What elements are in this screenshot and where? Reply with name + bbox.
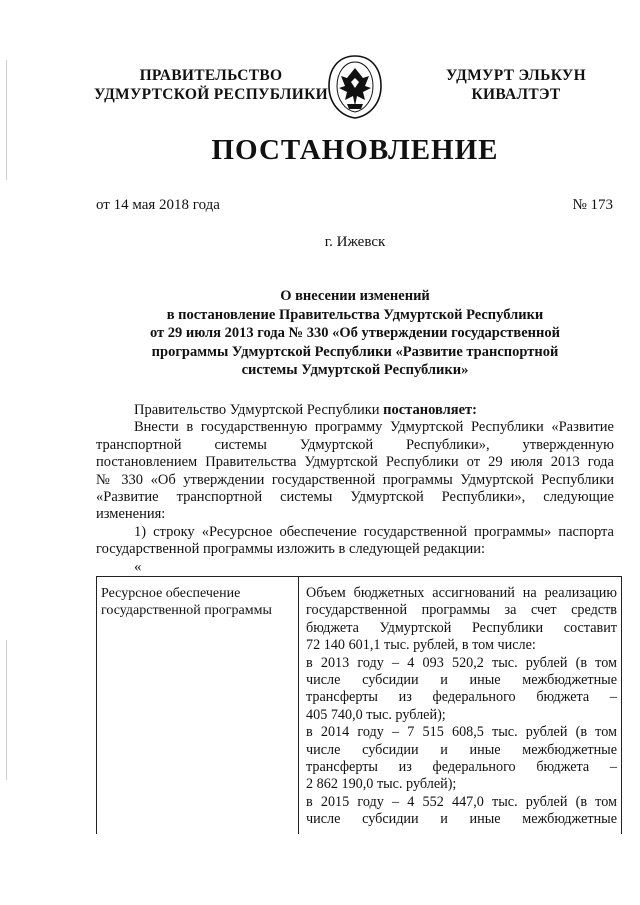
table-label-line: Ресурсное обеспечение: [101, 586, 241, 601]
table-value-line: государственной программы за счет средств: [306, 602, 617, 619]
table-value-line: Объем бюджетных ассигнований на реализацию: [306, 585, 617, 601]
subject-line: от 29 июля 2013 года № 330 «Об утверждении государственной: [150, 325, 560, 341]
header-left-line: ПРАВИТЕЛЬСТВО: [139, 67, 283, 84]
table-value-line: 2 862 190,0 тыс. рублей);: [306, 776, 457, 793]
table-value-line: в 2015 году – 4 552 447,0 тыс. рублей (в том: [306, 793, 617, 810]
paragraph-line: транспортной системы Удмуртской Республики», утвержденную: [96, 436, 614, 453]
paragraph-line: Внести в государственную программу Удмуртской Республики «Развитие: [134, 419, 614, 436]
header-right-line: УДМУРТ ЭЛЬКУН: [446, 67, 586, 84]
resources-table: [96, 576, 622, 834]
subject-line: в постановление Правительства Удмуртской Республики: [166, 306, 544, 323]
table-value-line: в 2014 году – 7 515 608,5 тыс. рублей (в том: [306, 724, 617, 741]
table-value-line: 405 740,0 тыс. рублей);: [306, 706, 446, 723]
table-value-line: числе субсидии и иные межбюджетные: [306, 672, 617, 689]
paragraph-line: № 330 «Об утверждении государственной программы Удмуртской Республики: [96, 471, 614, 488]
table-value-line: трансферты из федерального бюджета –: [306, 689, 617, 706]
header-right-line: КИВАЛТЭТ: [471, 86, 561, 103]
resolves-text: Правительство Удмуртской Республики: [134, 402, 384, 418]
table-value-line: в 2013 году – 4 093 520,2 тыс. рублей (в том: [306, 654, 617, 671]
resolves-keyword: постановляет:: [383, 402, 477, 418]
scan-margin-mark: [6, 60, 7, 180]
table-label-line: государственной программы: [101, 603, 272, 618]
header-government-ru: [86, 66, 336, 104]
table-value-line: числе субсидии и иные межбюджетные: [306, 811, 617, 828]
table-row-value: [299, 577, 621, 834]
table-row-label: [97, 577, 299, 834]
header-left-line: УДМУРТСКОЙ РЕСПУБЛИКИ: [93, 86, 328, 103]
paragraph-line: постановлением Правительства Удмуртской Республики от 29 июля 2013 года: [96, 454, 614, 471]
table-value-line: бюджета Удмуртской Республики составит: [306, 619, 617, 636]
paragraph-line: изменения:: [96, 506, 166, 523]
paragraph-line: 1) строку «Ресурсное обеспечение государственной программы» паспорта: [134, 523, 614, 540]
table-value-line: трансферты из федерального бюджета –: [306, 759, 617, 776]
document-number: № 173: [572, 197, 613, 213]
paragraph-line: государственной программы изложить в следующей редакции:: [96, 541, 486, 558]
document-date: от 14 мая 2018 года: [96, 197, 220, 213]
subject-line: системы Удмуртской Республики»: [241, 362, 469, 378]
document-city: г. Ижевск: [324, 234, 386, 250]
document-subject: [96, 287, 614, 380]
table-value-line: 72 140 601,1 тыс. рублей, в том числе:: [306, 637, 536, 654]
document-title: ПОСТАНОВЛЕНИЕ: [211, 134, 499, 166]
scan-margin-mark: [6, 640, 7, 780]
subject-line: программы Удмуртской Республики «Развитие транспортной: [151, 343, 559, 360]
document-body: [96, 402, 614, 559]
header-government-udm: [426, 66, 606, 104]
subject-line: О внесении изменений: [280, 288, 430, 304]
paragraph-resolves: [96, 402, 614, 419]
table-value-line: числе субсидии и иные межбюджетные: [306, 741, 617, 758]
udmurt-coat-of-arms-icon: [325, 54, 385, 120]
opening-quote: «: [134, 559, 142, 575]
paragraph-line: «Развитие транспортной системы Удмуртской Республики», следующие: [96, 489, 614, 506]
